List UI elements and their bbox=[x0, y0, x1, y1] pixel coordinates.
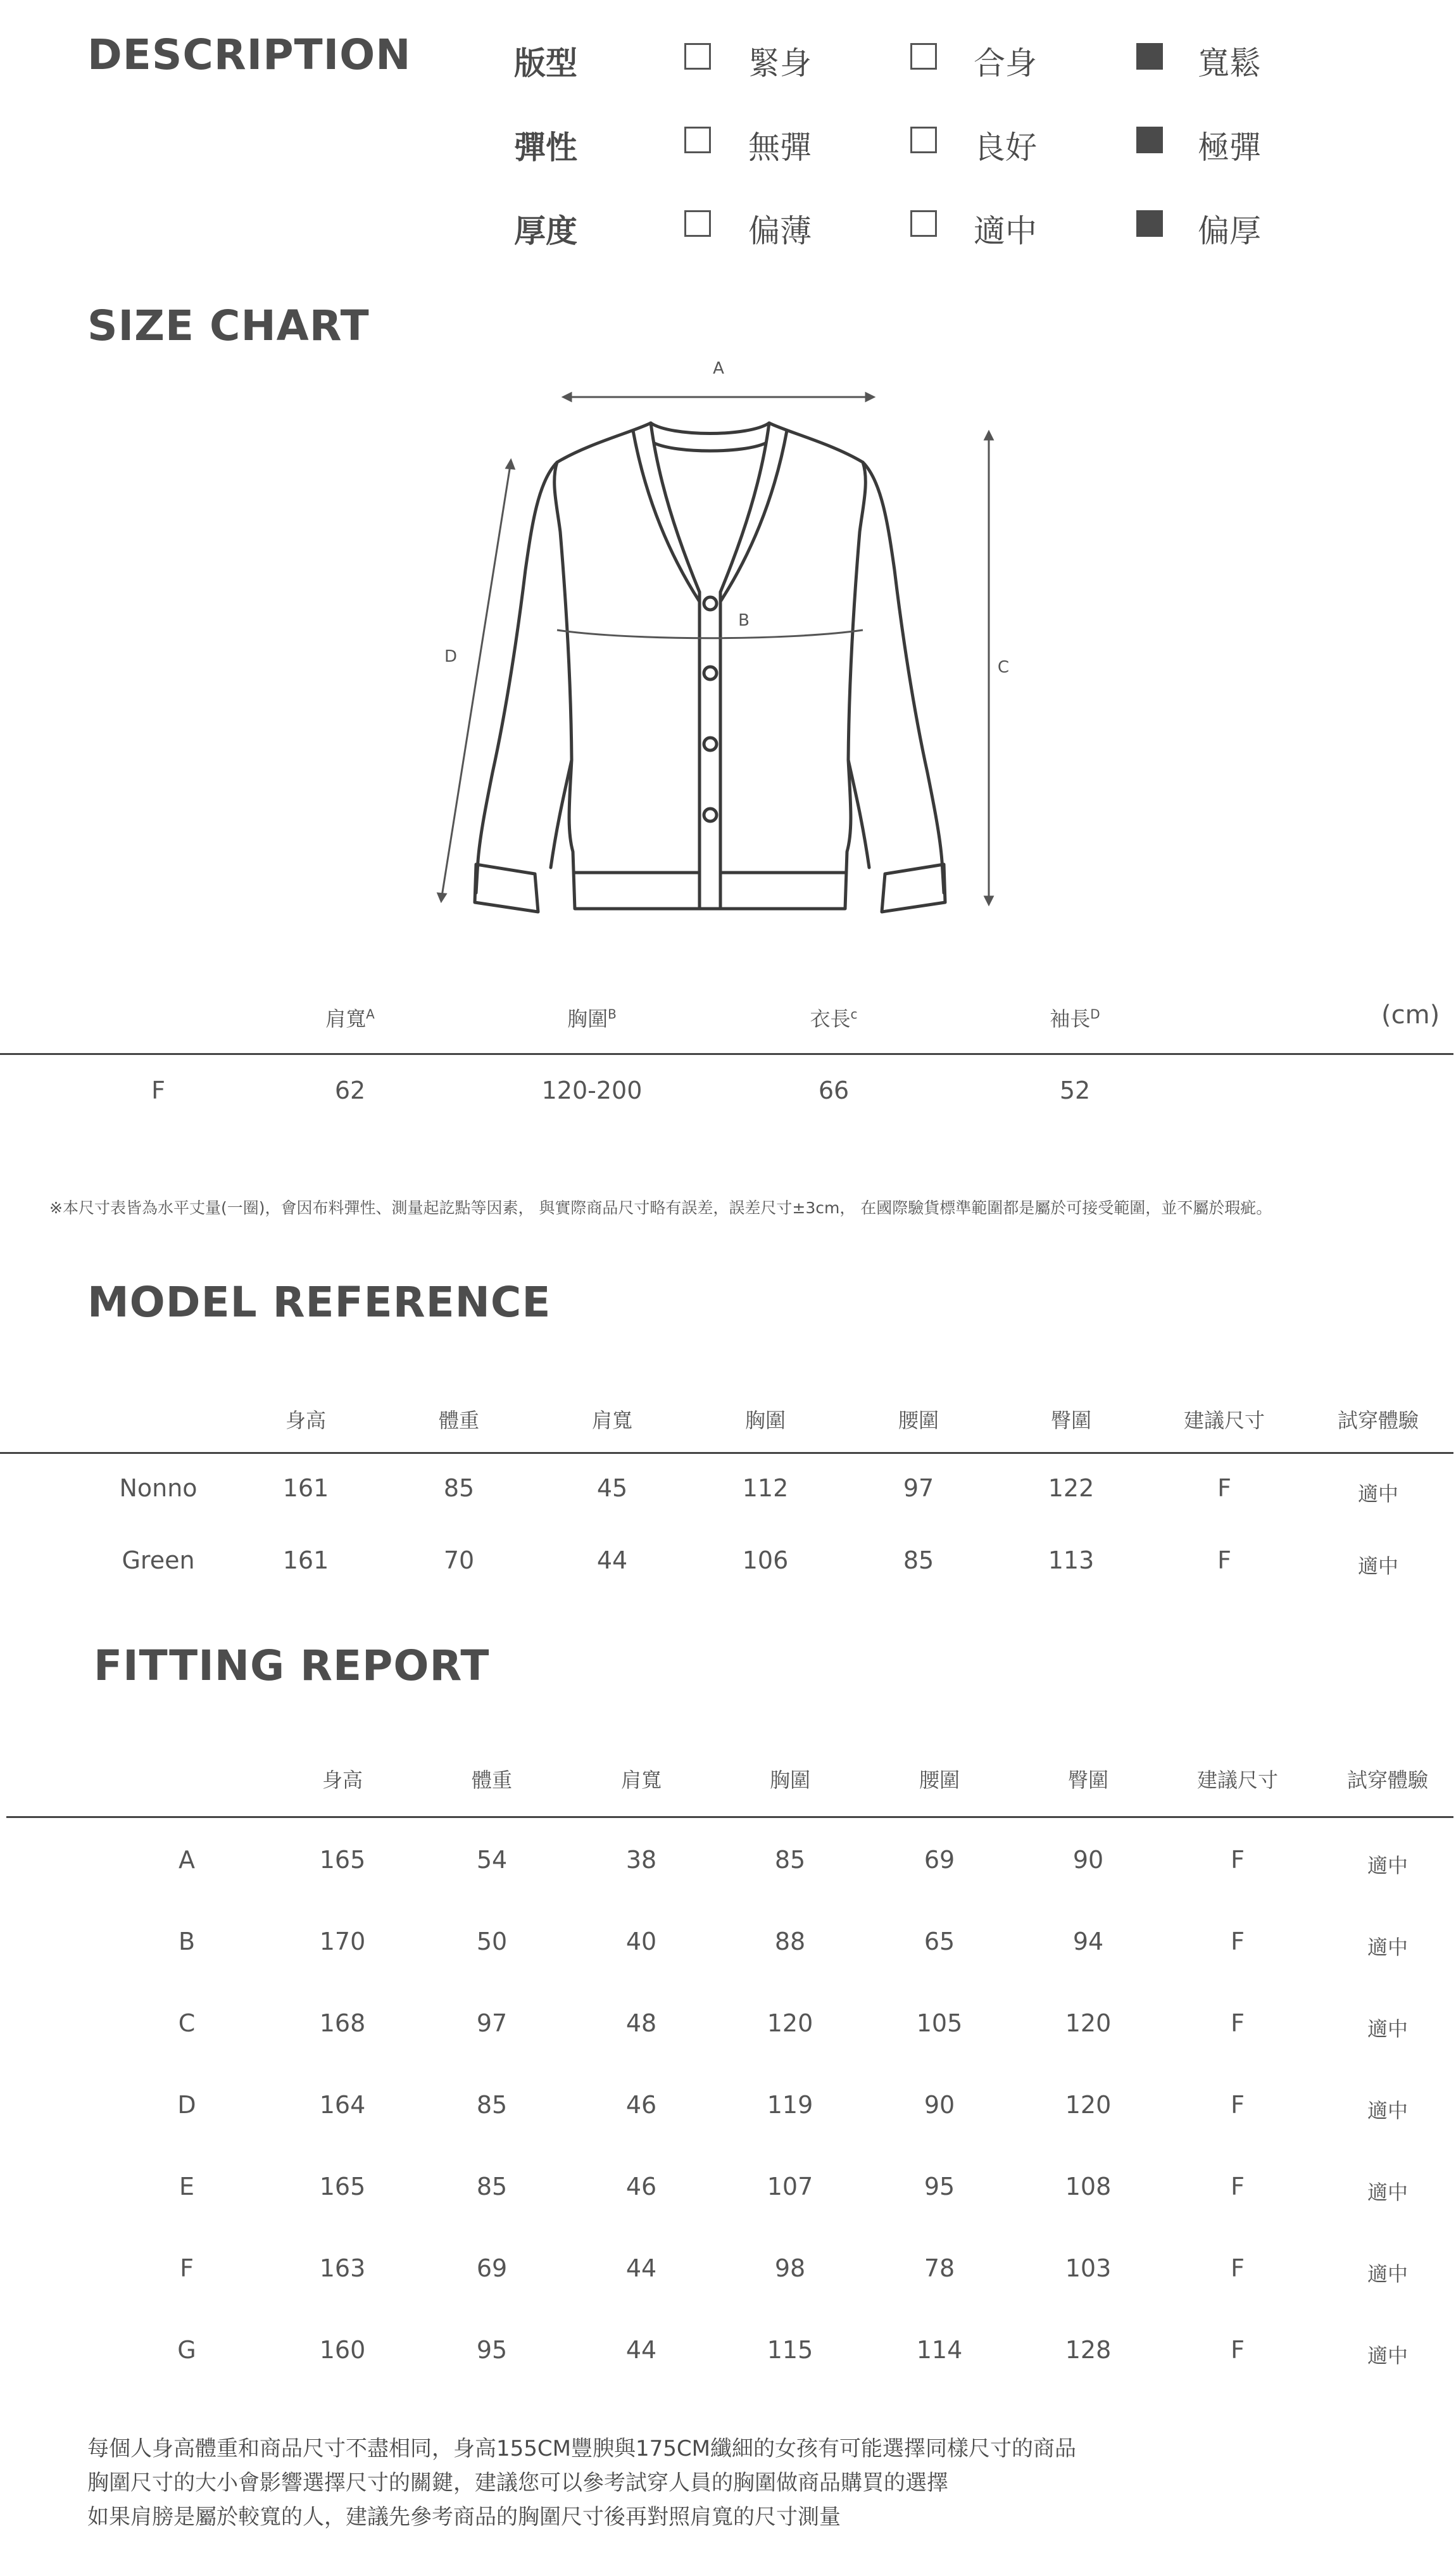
table-cell: F bbox=[1231, 2254, 1245, 2282]
table-cell: 85 bbox=[774, 1846, 806, 1874]
table-cell: 95 bbox=[924, 2173, 955, 2200]
table-cell: F bbox=[1231, 2091, 1245, 2119]
note-line: 如果肩膀是屬於較寬的人，建議先參考商品的胸圍尺寸後再對照肩寬的尺寸測量 bbox=[87, 2504, 841, 2530]
table-cell: 120 bbox=[1065, 2009, 1112, 2037]
table-cell: 適中 bbox=[1367, 1935, 1409, 1959]
table-cell: 90 bbox=[1072, 1846, 1104, 1874]
table-cell: F bbox=[1231, 1928, 1245, 1955]
fitting-report-title: FITTING REPORT bbox=[94, 1641, 490, 1690]
note-line: 每個人身高體重和商品尺寸不盡相同，身高155CM豐腴與175CM纖細的女孩有可能選擇同樣尺寸的商品 bbox=[87, 2436, 1076, 2461]
option-label: 偏薄 bbox=[748, 213, 812, 249]
table-cell: F bbox=[1231, 2009, 1245, 2037]
table-cell: 113 bbox=[1048, 1546, 1095, 1574]
column-header-length: 衣長$^c$ bbox=[810, 1006, 858, 1031]
table-cell: 112 bbox=[742, 1474, 789, 1502]
table-cell: 106 bbox=[742, 1546, 789, 1574]
table-cell: 適中 bbox=[1367, 2344, 1409, 2368]
note-line: 胸圍尺寸的大小會影響選擇尺寸的關鍵，建議您可以參考試穿人員的胸圍做商品購買的選擇 bbox=[87, 2470, 948, 2496]
option-label: 偏厚 bbox=[1198, 213, 1261, 249]
option-label: 緊身 bbox=[748, 45, 812, 82]
column-header-shoulder: 肩寬$^A$ bbox=[325, 1006, 375, 1031]
table-cell: 適中 bbox=[1367, 2180, 1409, 2204]
column-header: 身高 bbox=[285, 1408, 327, 1432]
table-cell: F bbox=[1231, 1846, 1245, 1874]
table-cell: 70 bbox=[443, 1546, 475, 1574]
table-cell: 48 bbox=[625, 2009, 657, 2037]
table-cell: F bbox=[1231, 2336, 1245, 2364]
column-header: 腰圍 bbox=[919, 1768, 960, 1792]
table-cell: 165 bbox=[319, 2173, 366, 2200]
unit-label: (cm) bbox=[1381, 1001, 1440, 1030]
tester-name: F bbox=[180, 2254, 194, 2282]
table-cell: 85 bbox=[903, 1546, 934, 1574]
table-cell: 69 bbox=[924, 1846, 955, 1874]
tester-name: D bbox=[177, 2091, 196, 2119]
column-header: 胸圍 bbox=[769, 1768, 811, 1792]
table-cell: 85 bbox=[476, 2091, 508, 2119]
table-cell: 161 bbox=[282, 1546, 329, 1574]
tester-name: B bbox=[178, 1928, 196, 1955]
tester-name: A bbox=[179, 1846, 195, 1874]
table-cell: 38 bbox=[625, 1846, 657, 1874]
table-cell: 65 bbox=[924, 1928, 955, 1955]
table-cell: 107 bbox=[767, 2173, 813, 2200]
table-cell: 46 bbox=[625, 2091, 657, 2119]
table-cell: 108 bbox=[1065, 2173, 1112, 2200]
table-cell: 78 bbox=[924, 2254, 955, 2282]
diagram-label-d: D bbox=[444, 647, 458, 666]
tester-name: G bbox=[177, 2336, 196, 2364]
table-cell: 50 bbox=[476, 1928, 508, 1955]
table-cell: 適中 bbox=[1367, 2017, 1409, 2041]
table-cell: 160 bbox=[319, 2336, 366, 2364]
attribute-name: 版型 bbox=[514, 45, 577, 82]
column-header-chest: 胸圍$^B$ bbox=[567, 1006, 617, 1031]
attribute-name: 厚度 bbox=[514, 213, 577, 249]
size-cell: F bbox=[151, 1076, 165, 1104]
table-divider bbox=[0, 1452, 1453, 1454]
table-cell: 52 bbox=[1059, 1076, 1091, 1104]
column-header: 臀圍 bbox=[1050, 1408, 1092, 1432]
column-header: 臀圍 bbox=[1067, 1768, 1109, 1792]
column-header: 胸圍 bbox=[744, 1408, 786, 1432]
diagram-label-a: A bbox=[713, 359, 724, 378]
tester-name: E bbox=[179, 2173, 195, 2200]
table-cell: 適中 bbox=[1367, 2099, 1409, 2123]
model-reference-title: MODEL REFERENCE bbox=[87, 1278, 551, 1327]
fitting-notes bbox=[87, 2432, 1076, 2534]
table-cell: 105 bbox=[916, 2009, 963, 2037]
table-cell: 119 bbox=[767, 2091, 813, 2119]
table-cell: 114 bbox=[916, 2336, 963, 2364]
column-header: 體重 bbox=[438, 1408, 480, 1432]
table-divider bbox=[6, 1816, 1453, 1818]
column-header: 身高 bbox=[322, 1768, 363, 1792]
table-cell: F bbox=[1231, 2173, 1245, 2200]
table-cell: 46 bbox=[625, 2173, 657, 2200]
option-label: 無彈 bbox=[748, 129, 812, 166]
table-cell: 85 bbox=[476, 2173, 508, 2200]
column-header: 建議尺寸 bbox=[1183, 1408, 1265, 1432]
table-cell: 95 bbox=[476, 2336, 508, 2364]
table-cell: 適中 bbox=[1367, 2262, 1409, 2286]
column-header: 腰圍 bbox=[898, 1408, 939, 1432]
table-cell: 88 bbox=[774, 1928, 806, 1955]
table-cell: 適中 bbox=[1367, 1853, 1409, 1878]
table-cell: 128 bbox=[1065, 2336, 1112, 2364]
table-cell: 適中 bbox=[1357, 1554, 1399, 1578]
column-header: 肩寬 bbox=[591, 1408, 633, 1432]
table-cell: 適中 bbox=[1357, 1482, 1399, 1506]
table-cell: 66 bbox=[818, 1076, 850, 1104]
column-header-sleeve: 袖長$^D$ bbox=[1050, 1006, 1100, 1031]
option-label: 極彈 bbox=[1198, 129, 1261, 166]
diagram-label-c: C bbox=[997, 658, 1010, 677]
table-cell: 163 bbox=[319, 2254, 366, 2282]
table-cell: 164 bbox=[319, 2091, 366, 2119]
table-cell: 44 bbox=[625, 2336, 657, 2364]
table-cell: 54 bbox=[476, 1846, 508, 1874]
table-cell: 97 bbox=[476, 2009, 508, 2037]
option-label: 合身 bbox=[974, 45, 1037, 82]
option-label: 適中 bbox=[974, 213, 1037, 249]
table-cell: 120 bbox=[1065, 2091, 1112, 2119]
table-cell: 85 bbox=[443, 1474, 475, 1502]
table-cell: 97 bbox=[903, 1474, 934, 1502]
table-cell: 44 bbox=[625, 2254, 657, 2282]
table-cell: 44 bbox=[596, 1546, 628, 1574]
table-cell: 62 bbox=[334, 1076, 366, 1104]
description-title: DESCRIPTION bbox=[87, 30, 411, 79]
size-chart-title: SIZE CHART bbox=[87, 301, 370, 350]
column-header: 試穿體驗 bbox=[1337, 1408, 1419, 1432]
table-cell: 90 bbox=[924, 2091, 955, 2119]
column-header: 建議尺寸 bbox=[1196, 1768, 1279, 1792]
option-label: 良好 bbox=[974, 129, 1037, 166]
option-label: 寬鬆 bbox=[1198, 45, 1261, 82]
model-name: Green bbox=[122, 1546, 195, 1574]
table-cell: 98 bbox=[774, 2254, 806, 2282]
cardigan-diagram bbox=[0, 0, 1456, 950]
table-cell: 165 bbox=[319, 1846, 366, 1874]
table-cell: 94 bbox=[1072, 1928, 1104, 1955]
table-cell: 122 bbox=[1048, 1474, 1095, 1502]
table-cell: 120 bbox=[767, 2009, 813, 2037]
model-name: Nonno bbox=[119, 1474, 198, 1502]
table-cell: 40 bbox=[625, 1928, 657, 1955]
table-cell: 45 bbox=[596, 1474, 628, 1502]
table-cell: 103 bbox=[1065, 2254, 1112, 2282]
tester-name: C bbox=[178, 2009, 196, 2037]
attribute-name: 彈性 bbox=[514, 129, 577, 166]
table-cell: F bbox=[1217, 1474, 1231, 1502]
table-cell: 120-200 bbox=[541, 1076, 643, 1104]
table-cell: 115 bbox=[767, 2336, 813, 2364]
table-cell: 69 bbox=[476, 2254, 508, 2282]
column-header: 肩寬 bbox=[620, 1768, 662, 1792]
column-header: 試穿體驗 bbox=[1346, 1768, 1429, 1792]
table-divider bbox=[0, 1053, 1453, 1055]
diagram-label-b: B bbox=[738, 611, 750, 630]
table-cell: 170 bbox=[319, 1928, 366, 1955]
table-cell: 161 bbox=[282, 1474, 329, 1502]
measurement-note: ※本尺寸表皆為水平丈量(一圈)，會因布料彈性、測量起訖點等因素， 與實際商品尺寸略有誤差，誤差尺寸±3cm， 在國際驗貨標準範圍都是屬於可接受範圍，並不屬於瑕疵。 bbox=[49, 1199, 1272, 1217]
table-cell: 168 bbox=[319, 2009, 366, 2037]
table-cell: F bbox=[1217, 1546, 1231, 1574]
column-header: 體重 bbox=[471, 1768, 513, 1792]
